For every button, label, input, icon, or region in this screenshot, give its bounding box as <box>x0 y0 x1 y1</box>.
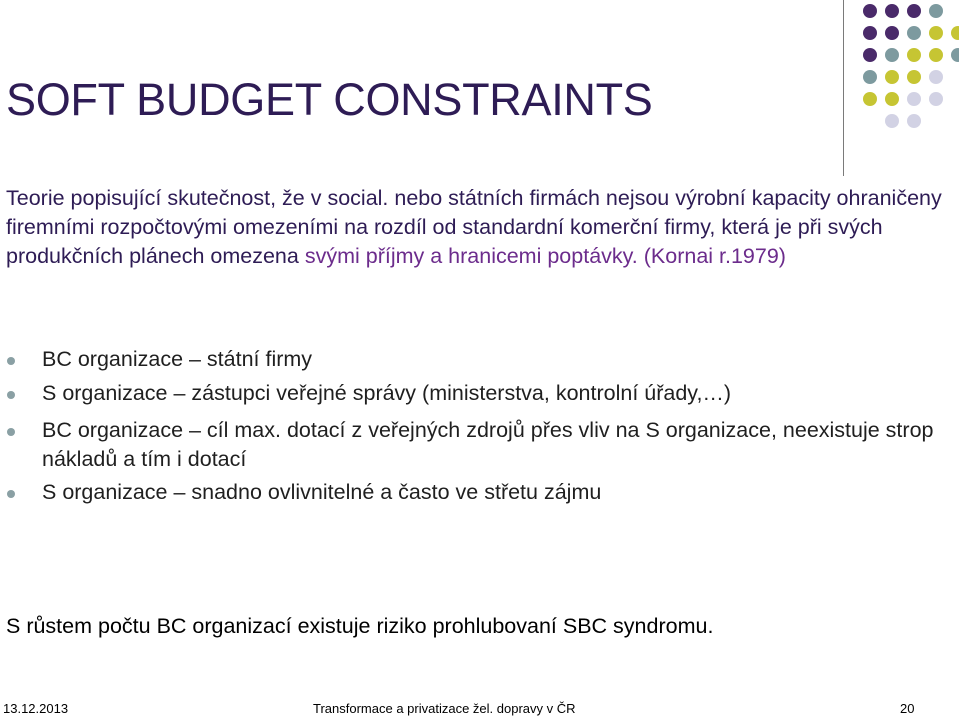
bullet-item <box>0 416 950 474</box>
decorative-dot <box>863 26 877 40</box>
decorative-dot <box>863 92 877 106</box>
decorative-dot <box>907 92 921 106</box>
decorative-dot <box>929 4 943 18</box>
decorative-dot <box>929 26 943 40</box>
bullet-text: S organizace – snadno ovlivnitelné a často ve střetu zájmu <box>42 480 602 504</box>
bullet-text: S organizace – zástupci veřejné správy (ministerstva, kontrolní úřady,…) <box>42 381 732 405</box>
bullet-dot-icon <box>7 428 15 436</box>
decorative-dot <box>885 70 899 84</box>
decorative-dot <box>929 92 943 106</box>
bullet-item <box>0 345 950 374</box>
decorative-dot <box>907 70 921 84</box>
decorative-dot <box>907 48 921 62</box>
decorative-dot <box>863 4 877 18</box>
decorative-dot <box>885 114 899 128</box>
bullet-list <box>0 345 950 512</box>
bullet-dot-icon <box>7 357 15 365</box>
decorative-dot <box>907 4 921 18</box>
bullet-dot-icon <box>7 490 15 498</box>
decorative-dot <box>863 70 877 84</box>
bullet-text: BC organizace – státní firmy <box>42 347 313 371</box>
decorative-dot <box>951 26 959 40</box>
decorative-dot <box>885 92 899 106</box>
bullet-dot-icon <box>7 391 15 399</box>
bullet-text: BC organizace – cíl max. dotací z veřejných zdrojů přes vliv na S organizace, neexistuje strop nákladů a tím i dotací <box>42 418 934 471</box>
footer-date: 13.12.2013 <box>3 701 69 716</box>
bullet-item <box>0 379 950 408</box>
decorative-dot <box>885 48 899 62</box>
decorative-dot <box>951 48 959 62</box>
footer-page-number: 20 <box>900 701 915 716</box>
decorative-dot <box>907 26 921 40</box>
footer-title: Transformace a privatizace žel. dopravy v ČR <box>313 701 576 716</box>
decorative-dot <box>863 48 877 62</box>
decorative-dot <box>907 114 921 128</box>
decorative-dot <box>885 4 899 18</box>
decorative-dot <box>929 48 943 62</box>
bullet-item <box>0 478 950 507</box>
conclusion-text: S růstem počtu BC organizací existuje riziko prohlubovaní SBC syndromu. <box>6 614 714 638</box>
slide-title: SOFT BUDGET CONSTRAINTS <box>6 74 653 125</box>
decorative-dot <box>885 26 899 40</box>
intro-paragraph <box>6 184 951 271</box>
decorative-dot <box>929 70 943 84</box>
intro-text-part2: svými příjmy a hranicemi poptávky. (Kornai r.1979) <box>304 244 786 268</box>
intro-text-part1: Teorie popisující skutečnost, že v social. nebo státních firmách nejsou výrobní kapacity ohraničeny firemními rozpočtovými omezeními na rozdíl od standardní komerční firmy, která je při svých produkčních plánech omezena <box>6 186 942 268</box>
